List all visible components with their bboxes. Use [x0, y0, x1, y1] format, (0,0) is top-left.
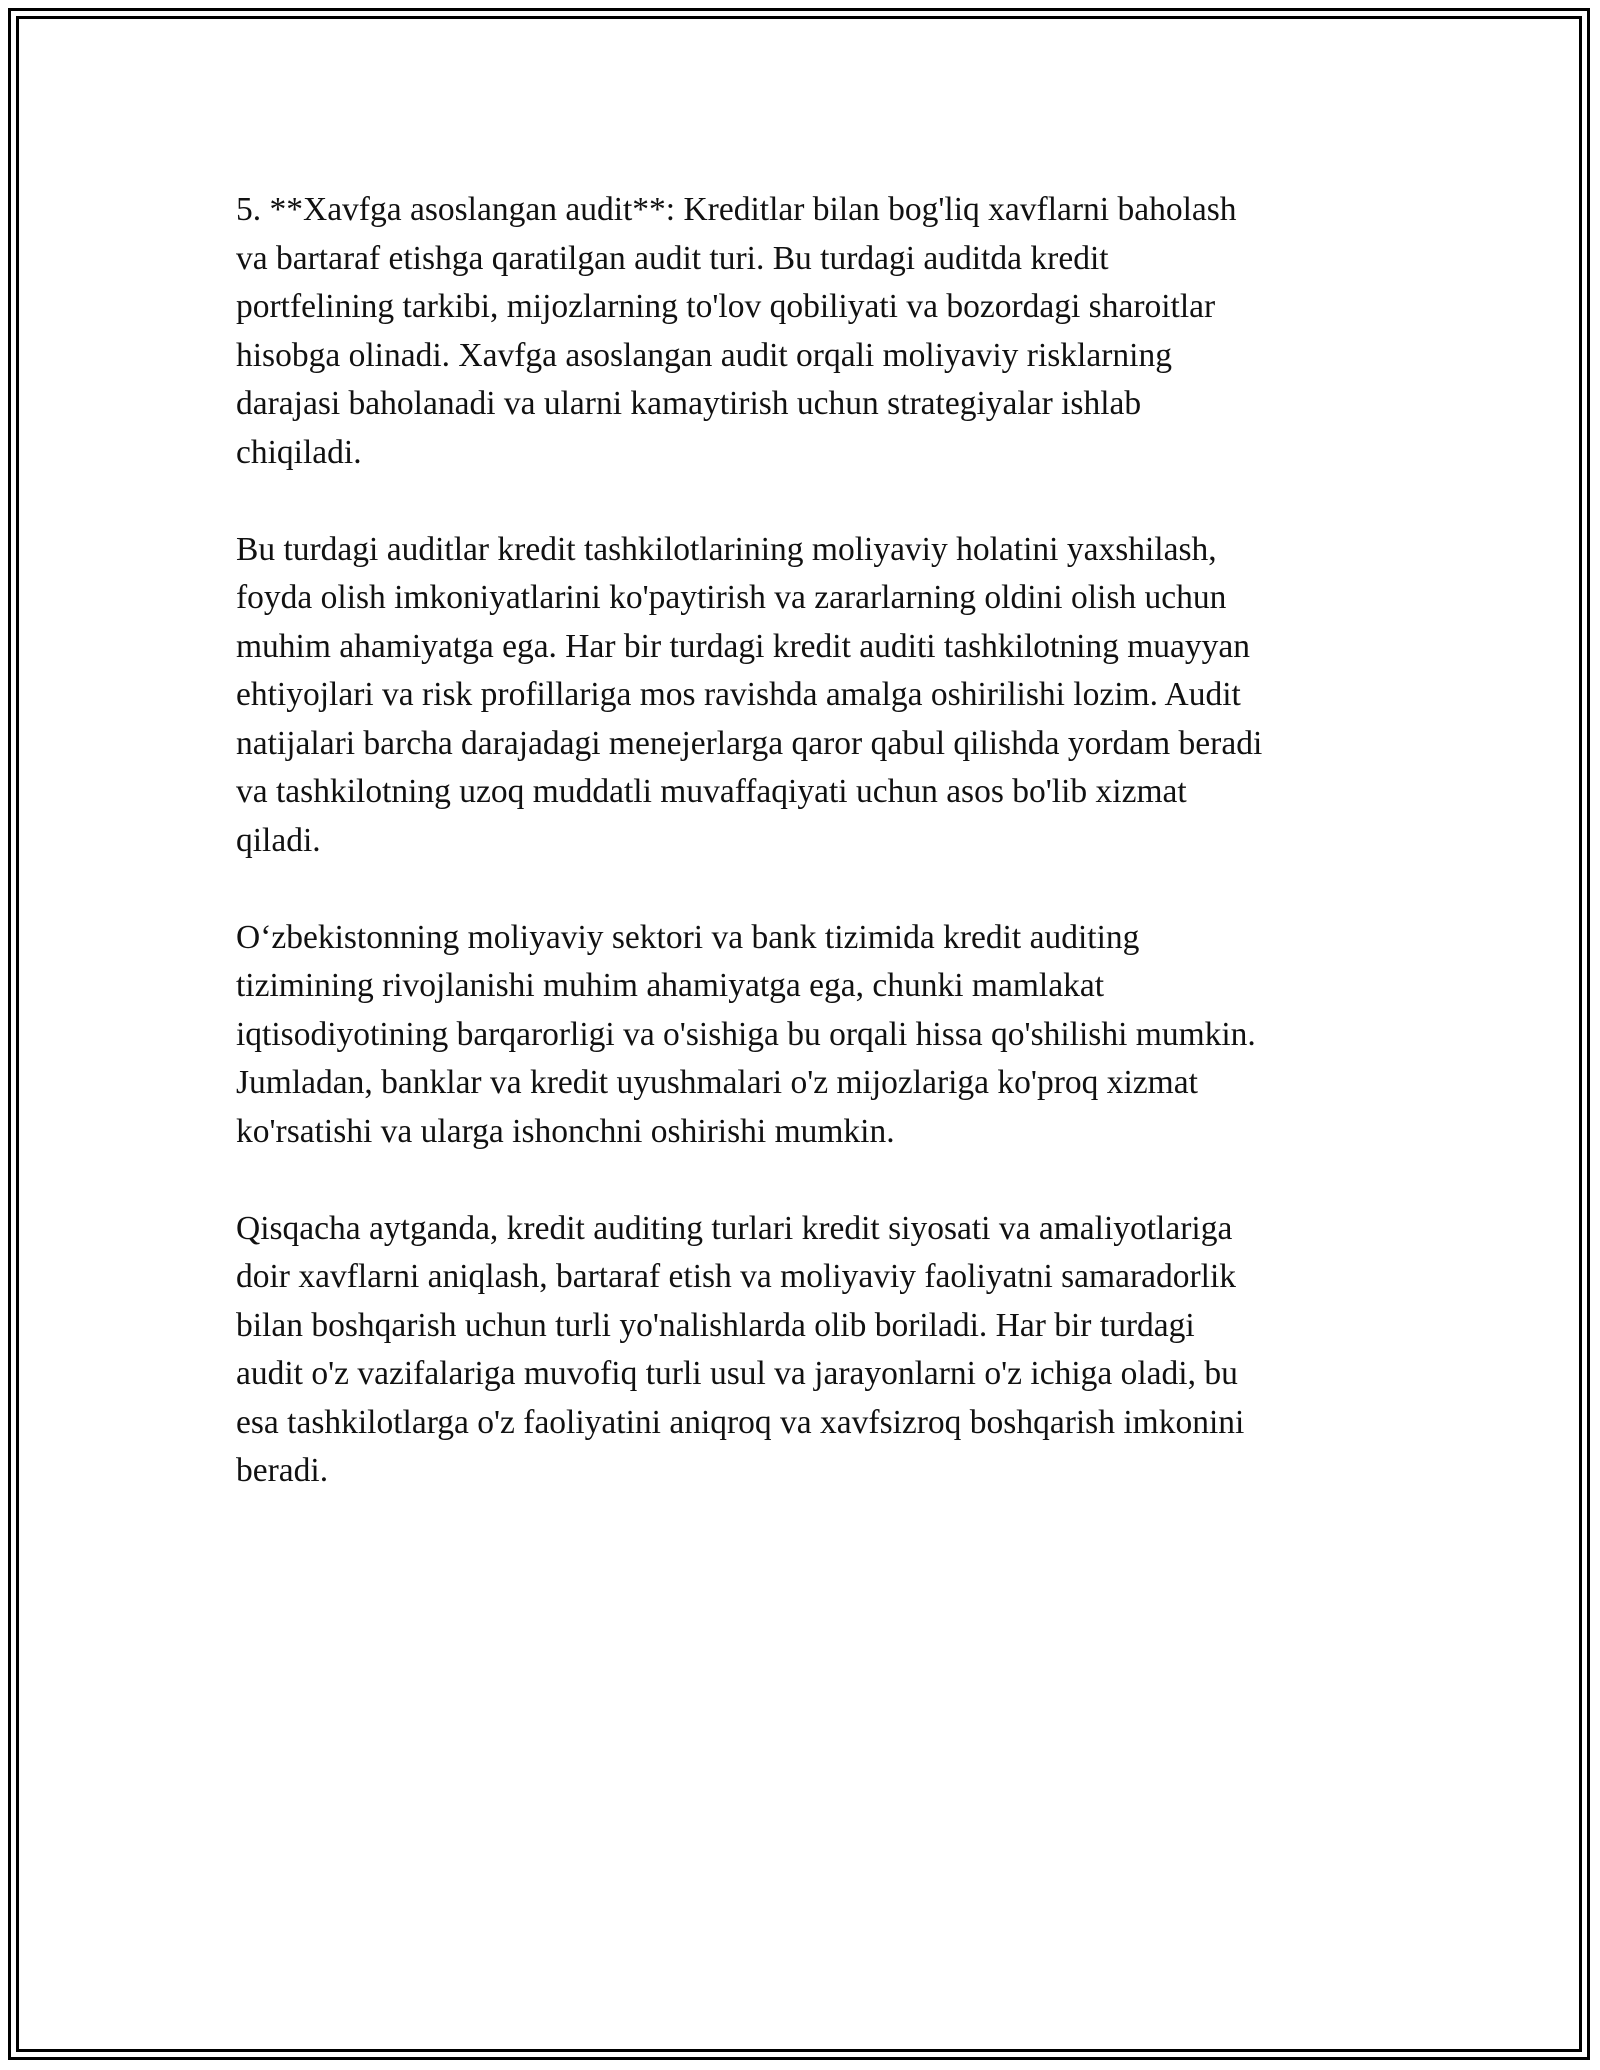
- paragraph-uzbekistan-sector: O‘zbekistonning moliyaviy sektori va bank tizimida kredit auditing tizimining rivojlanishi muhim ahamiyatga ega, chunki mamlakat iqtisodiyotining barqarorligi va o'sishiga bu orqali hissa qo'shilishi mumkin. Jumladan, banklar va kredit uyushmalari o'z mijozlariga ko'proq xizmat ko'rsatishi va ularga ishonchni oshirishi mumkin.: [236, 918, 1256, 1150]
- paragraph-risk-based-audit: 5. **Xavfga asoslangan audit**: Kreditlar bilan bog'liq xavflarni baholash va bartaraf etishga qaratilgan audit turi. Bu turdagi auditda kredit portfelining tarkibi, mijozlarning to'lov qobiliyati va bozordagi sharoitlar hisobga olinadi. Xavfga asoslangan audit orqali moliyaviy risklarning darajasi baholanadi va ularni kamaytirish uchun strategiyalar ishlab chiqiladi.: [236, 191, 1237, 471]
- paragraph-summary: Qisqacha aytganda, kredit auditing turlari kredit siyosati va amaliyotlariga doir xavflarni aniqlash, bartaraf etish va moliyaviy faoliyatni samaradorlik bilan boshqarish uchun turli yo'nalishlarda olib boriladi. Har bir turdagi audit o'z vazifalariga muvofiq turli usul va jarayonlarni o'z ichiga oladi, bu esa tashkilotlarga o'z faoliyatini aniqroq va xavfsizroq boshqarish imkonini beradi.: [236, 1209, 1245, 1489]
- document-body: [236, 186, 1366, 1496]
- paragraph-audit-importance: Bu turdagi auditlar kredit tashkilotlarining moliyaviy holatini yaxshilash, foyda olish imkoniyatlarini ko'paytirish va zararlarning oldini olish uchun muhim ahamiyatga ega. Har bir turdagi kredit auditi tashkilotning muayyan ehtiyojlari va risk profillariga mos ravishda amalga oshirilishi lozim. Audit natijalari barcha darajadagi menejerlarga qaror qabul qilishda yordam beradi va tashkilotning uzoq muddatli muvaffaqiyati uchun asos bo'lib xizmat qiladi.: [236, 530, 1263, 859]
